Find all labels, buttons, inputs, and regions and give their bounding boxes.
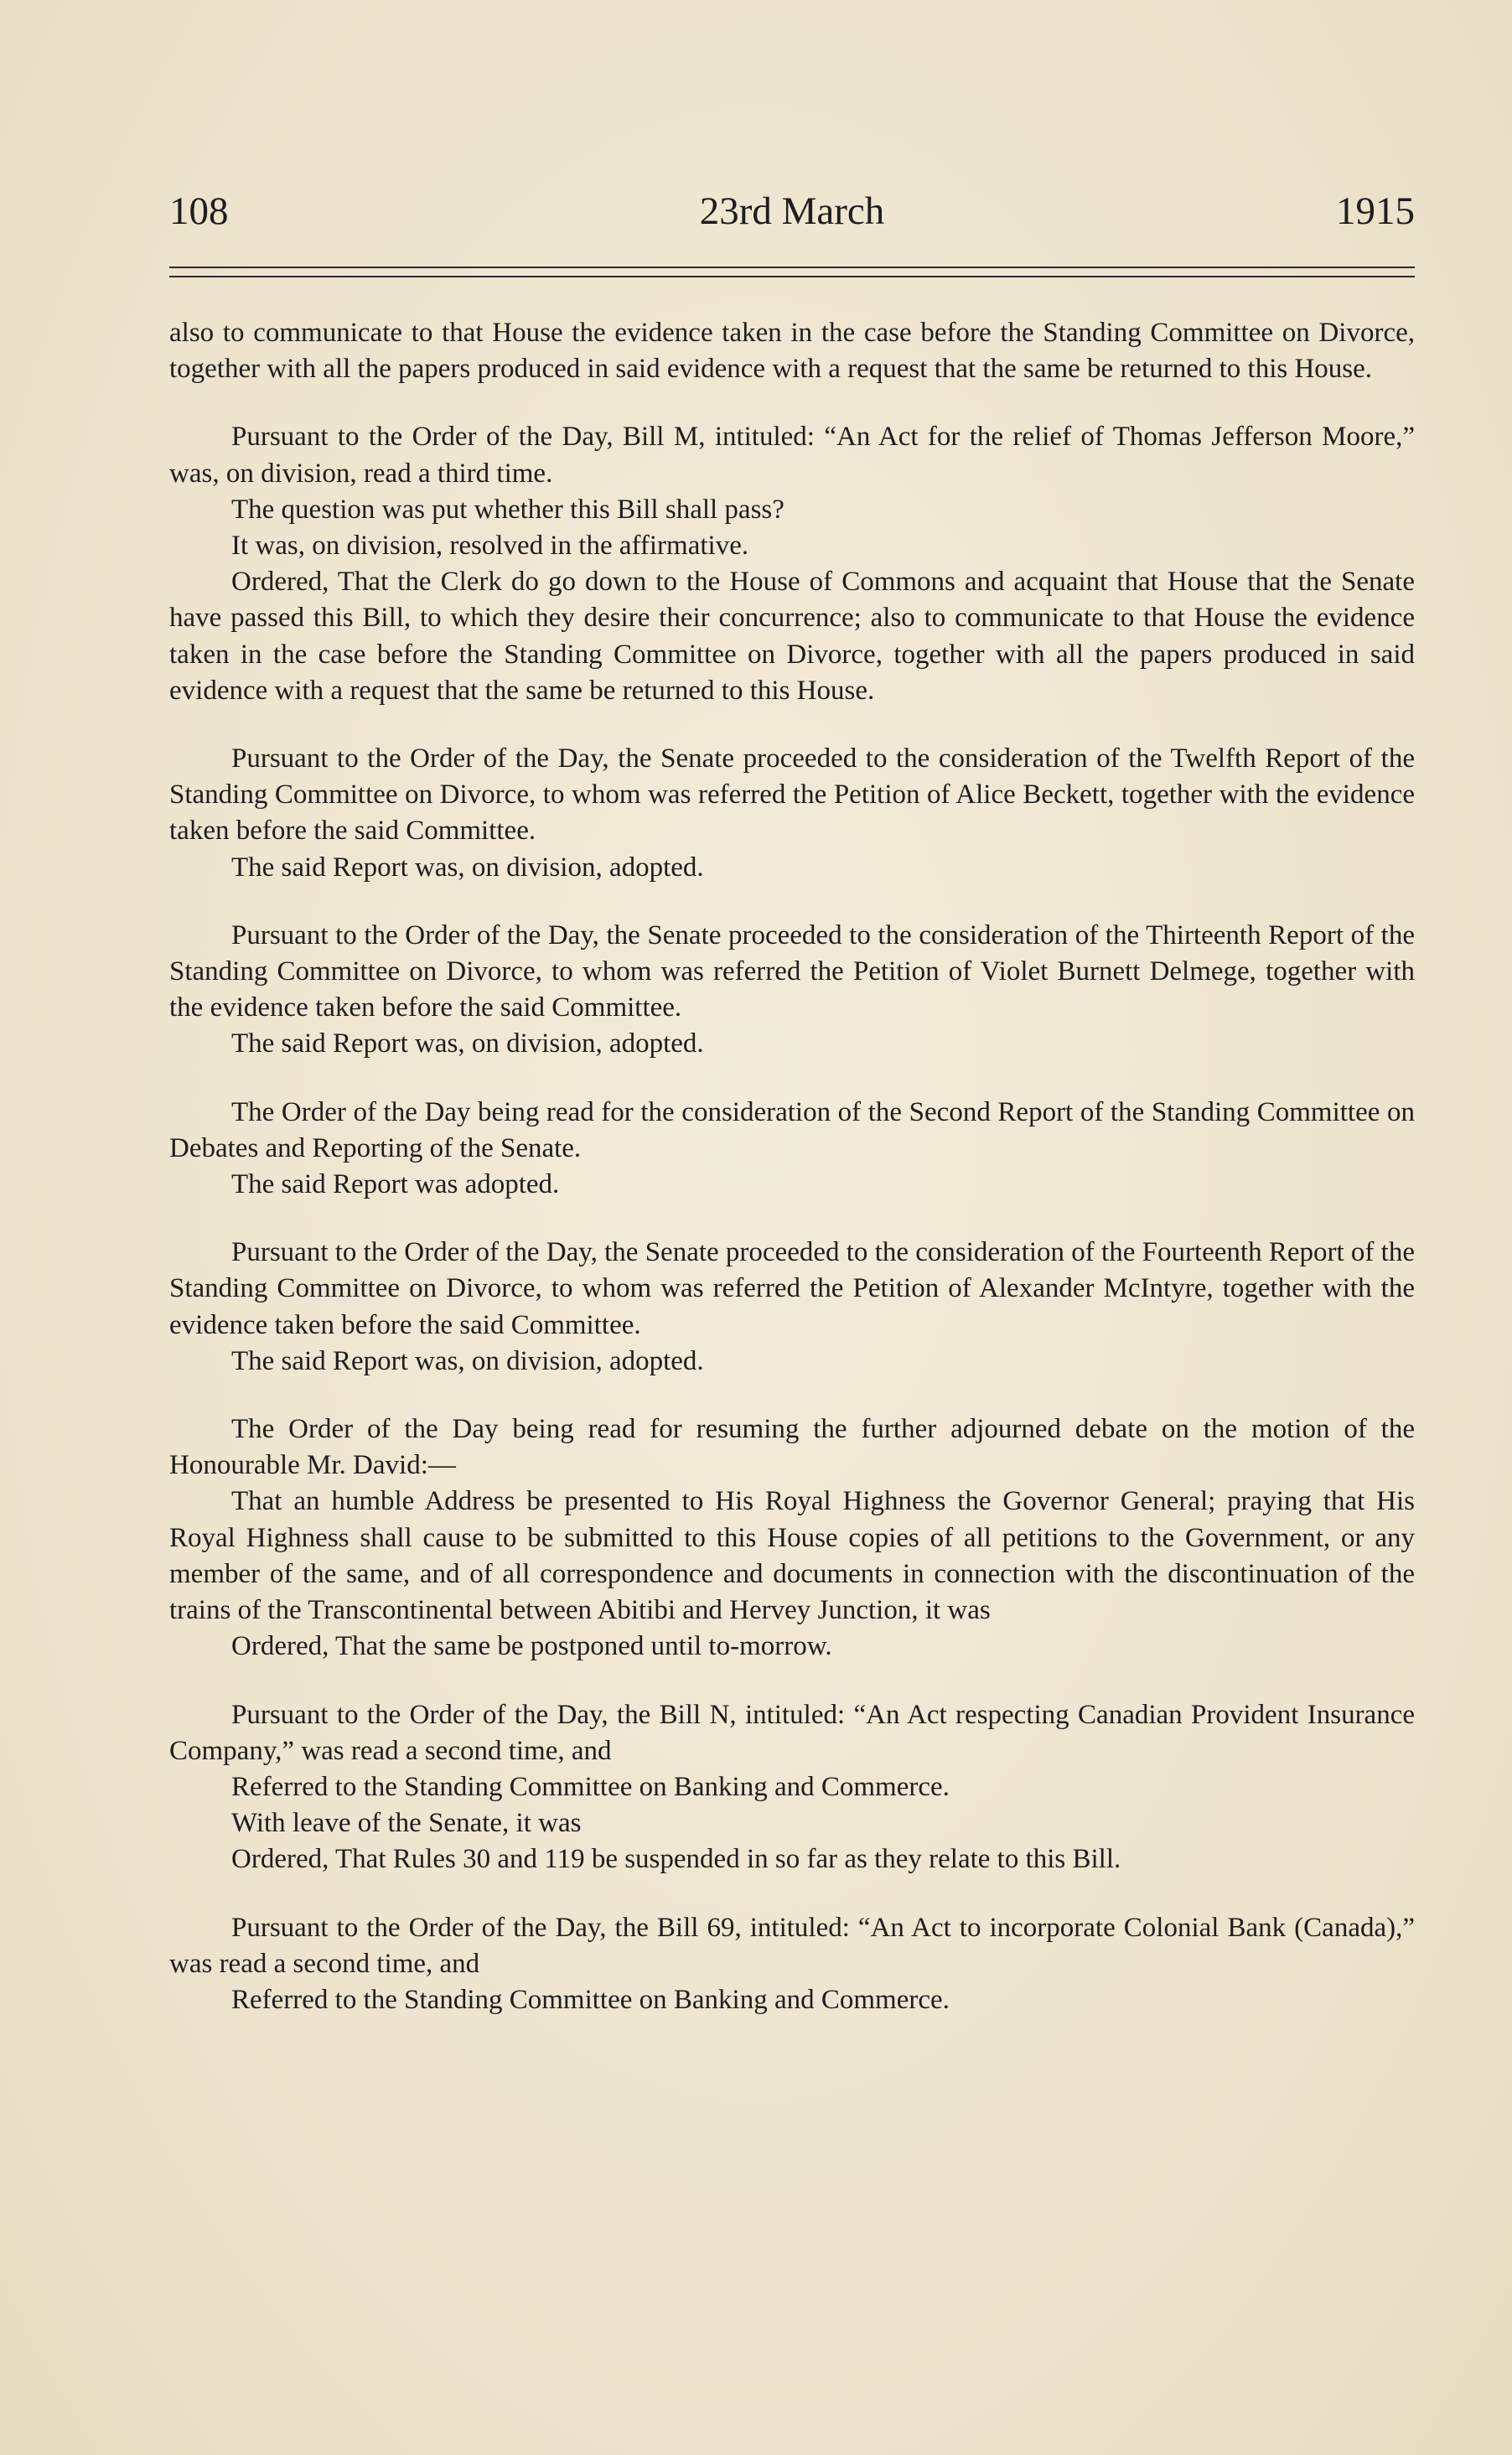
paragraph: The Order of the Day being read for resuming the further adjourned debate on the motion of the Honourable Mr. David:— bbox=[169, 1414, 1415, 1481]
paragraph: Pursuant to the Order of the Day, the Senate proceeded to the consideration of the Twelfth Report of the Standing Committee on Divorce, to whom was referred the Petition of Alice Beckett, together with the evidence taken before the said Committee. bbox=[169, 743, 1415, 847]
paragraph: The said Report was, on division, adopted. bbox=[231, 852, 704, 883]
paragraph: Pursuant to the Order of the Day, Bill M, intituled: “An Act for the relief of Thomas Jefferson Moore,” was, on division, read a third time. bbox=[169, 422, 1415, 489]
paragraph-gap bbox=[169, 1203, 1415, 1235]
paragraph: It was, on division, resolved in the affirmative. bbox=[231, 531, 749, 562]
paragraph: Pursuant to the Order of the Day, the Senate proceeded to the consideration of the Thirteenth Report of the Standing Committee on Divorce, to whom was referred the Petition of Violet Burnett Delmege, together with the evidence taken before the said Committee. bbox=[169, 919, 1415, 1023]
paragraph-gap bbox=[169, 1380, 1415, 1411]
paragraph: Ordered, That Rules 30 and 119 be suspended in so far as they relate to this Bill. bbox=[231, 1844, 1121, 1875]
page-body bbox=[169, 315, 1415, 2018]
paragraph: Referred to the Standing Committee on Banking and Commerce. bbox=[231, 1984, 950, 2015]
paragraph: Pursuant to the Order of the Day, the Bill 69, intituled: “An Act to incorporate Colonial Bank (Canada),” was read a second time, and bbox=[169, 1912, 1415, 1979]
paragraph: Ordered, That the Clerk do go down to the House of Commons and acquaint that House that the Senate have passed this Bill, to which they desire their concurrence; also to communicate to that House the evidence taken in the case before the Standing Committee on Divorce, together with all the papers produced in said evidence with a request that the same be returned to this House. bbox=[169, 567, 1415, 706]
page-header bbox=[169, 186, 1415, 236]
paragraph: The said Report was adopted. bbox=[231, 1169, 560, 1200]
paragraph: Pursuant to the Order of the Day, the Senate proceeded to the consideration of the Fourteenth Report of the Standing Committee on Divorce, to whom was referred the Petition of Alexander McIntyre, together with the evidence taken before the said Committee. bbox=[169, 1237, 1415, 1340]
page-number: 108 bbox=[169, 189, 229, 233]
paragraph: also to communicate to that House the evidence taken in the case before the Standing Committee on Divorce, together with all the papers produced in said evidence with a request that the same be returned to this House. bbox=[169, 318, 1415, 385]
paragraph: The question was put whether this Bill shall pass? bbox=[231, 494, 784, 525]
header-rule-top bbox=[169, 267, 1415, 268]
paragraph: With leave of the Senate, it was bbox=[231, 1808, 582, 1839]
paragraph-gap bbox=[169, 1665, 1415, 1697]
paragraph-gap bbox=[169, 1878, 1415, 1910]
paragraph: The said Report was, on division, adopted. bbox=[231, 1345, 704, 1376]
paragraph: Referred to the Standing Committee on Banking and Commerce. bbox=[231, 1771, 950, 1802]
page-year: 1915 bbox=[1336, 189, 1415, 233]
paragraph-gap bbox=[169, 886, 1415, 918]
paragraph-gap bbox=[169, 1063, 1415, 1095]
header-rule-bottom bbox=[169, 276, 1415, 277]
page-date: 23rd March bbox=[699, 189, 885, 233]
paragraph: Pursuant to the Order of the Day, the Bill N, intituled: “An Act respecting Canadian Provident Insurance Company,” was read a second time, and bbox=[169, 1699, 1415, 1766]
paragraph: The said Report was, on division, adopted. bbox=[231, 1028, 704, 1059]
paragraph: The Order of the Day being read for the consideration of the Second Report of the Standing Committee on Debates and Reporting of the Senate. bbox=[169, 1096, 1415, 1163]
paragraph: That an humble Address be presented to His Royal Highness the Governor General; praying that His Royal Highness shall cause to be submitted to this House copies of all petitions to the Government, or any member of the same, and of all correspondence and documents in connection with the discontinuation of the trains of the Transcontinental between Abitibi and Hervey Junction, it was bbox=[169, 1486, 1415, 1626]
paragraph-gap bbox=[169, 709, 1415, 741]
paragraph-gap bbox=[169, 387, 1415, 419]
paragraph: Ordered, That the same be postponed until to-morrow. bbox=[231, 1631, 832, 1662]
